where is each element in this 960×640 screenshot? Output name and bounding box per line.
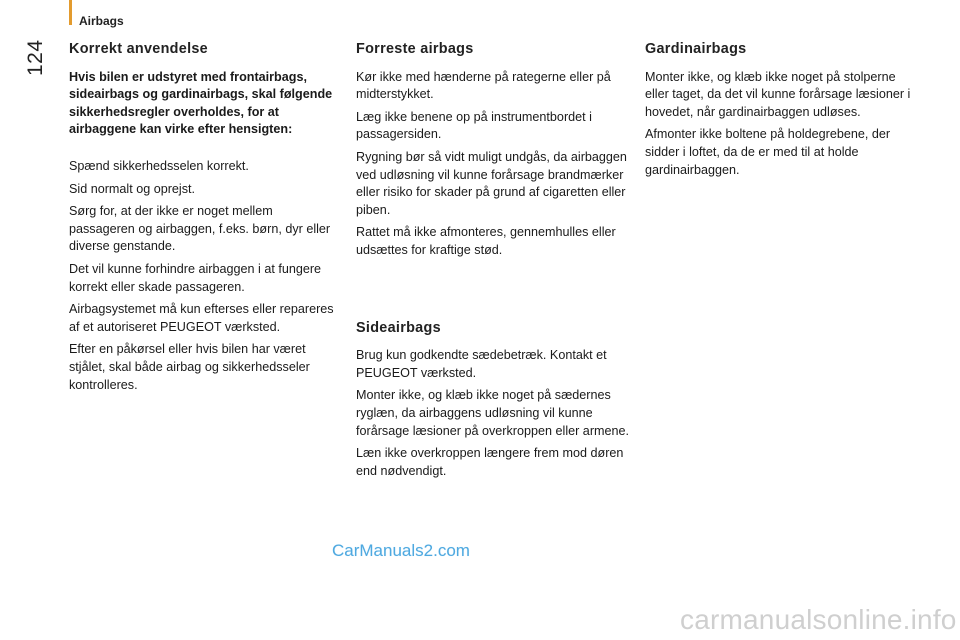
paragraph: Airbagsystemet må kun efterses eller repareres af et autoriseret PEUGEOT værksted. xyxy=(69,302,334,334)
paragraph: Afmonter ikke boltene på holdegrebene, der sidder i loftet, da de er med til at holde gardinairbaggen. xyxy=(645,127,891,177)
paragraph: Læn ikke overkroppen længere frem mod døren end nødvendigt. xyxy=(356,446,624,478)
header-accent-bar xyxy=(69,0,72,25)
paragraph: Monter ikke, og klæb ikke noget på stolperne eller taget, da det vil kunne forårsage læsioner i hovedet, når gardinairbaggen udløses. xyxy=(645,69,911,119)
paragraph: Læg ikke benene op på instrumentbordet i passagersiden. xyxy=(356,109,592,142)
column-correct-use xyxy=(69,41,334,399)
paragraph: Brug kun godkendte sædebetræk. Kontakt et PEUGEOT værksted. xyxy=(356,348,607,380)
column-curtain-airbags xyxy=(645,41,915,184)
paragraph: Efter en påkørsel eller hvis bilen har været stjålet, skal både airbag og sikkerhedsseler kontrolleres. xyxy=(69,342,310,392)
heading-correct-use: Korrekt anvendelse xyxy=(69,41,208,57)
section-header: Airbags xyxy=(79,14,124,28)
paragraph: Rattet må ikke afmonteres, gennemhulles eller udsættes for kraftige stød. xyxy=(356,225,616,257)
section-spacer xyxy=(356,265,631,320)
paragraph: Kør ikke med hænderne på rategerne eller på midterstykket. xyxy=(356,69,611,102)
paragraph: Spænd sikkerhedsselen korrekt. xyxy=(69,158,249,173)
paragraph: Sid normalt og oprejst. xyxy=(69,181,195,196)
intro-paragraph: Hvis bilen er udstyret med frontairbags, sideairbags og gardinairbags, skal følgende sikkerhedsregler overholdes, for at airbaggene kan virke efter hensigten: xyxy=(69,69,333,137)
paragraph: Sørg for, at der ikke er noget mellem passageren og airbaggen, f.eks. børn, dyr eller diverse genstande. xyxy=(69,204,331,254)
heading-front-airbags: Forreste airbags xyxy=(356,41,474,57)
paragraph: Monter ikke, og klæb ikke noget på sædernes ryglæn, da airbaggens udløsning vil kunne forårsage læsioner på overkroppen eller armene. xyxy=(356,388,630,438)
heading-side-airbags: Sideairbags xyxy=(356,319,441,336)
watermark-carmanuals2: CarManuals2.com xyxy=(332,541,470,560)
page-number: 124 xyxy=(24,39,47,76)
column-front-and-side-airbags xyxy=(356,41,631,485)
watermark-carmanualsonline: carmanualsonline.info xyxy=(680,604,957,635)
paragraph: Det vil kunne forhindre airbaggen i at fungere korrekt eller skade passageren. xyxy=(69,261,322,294)
heading-curtain-airbags: Gardinairbags xyxy=(645,41,747,57)
paragraph: Rygning bør så vidt muligt undgås, da airbaggen ved udløsning vil kunne forårsage brandmærker eller risiko for skader på grund af cigaretten eller piben. xyxy=(356,149,627,217)
